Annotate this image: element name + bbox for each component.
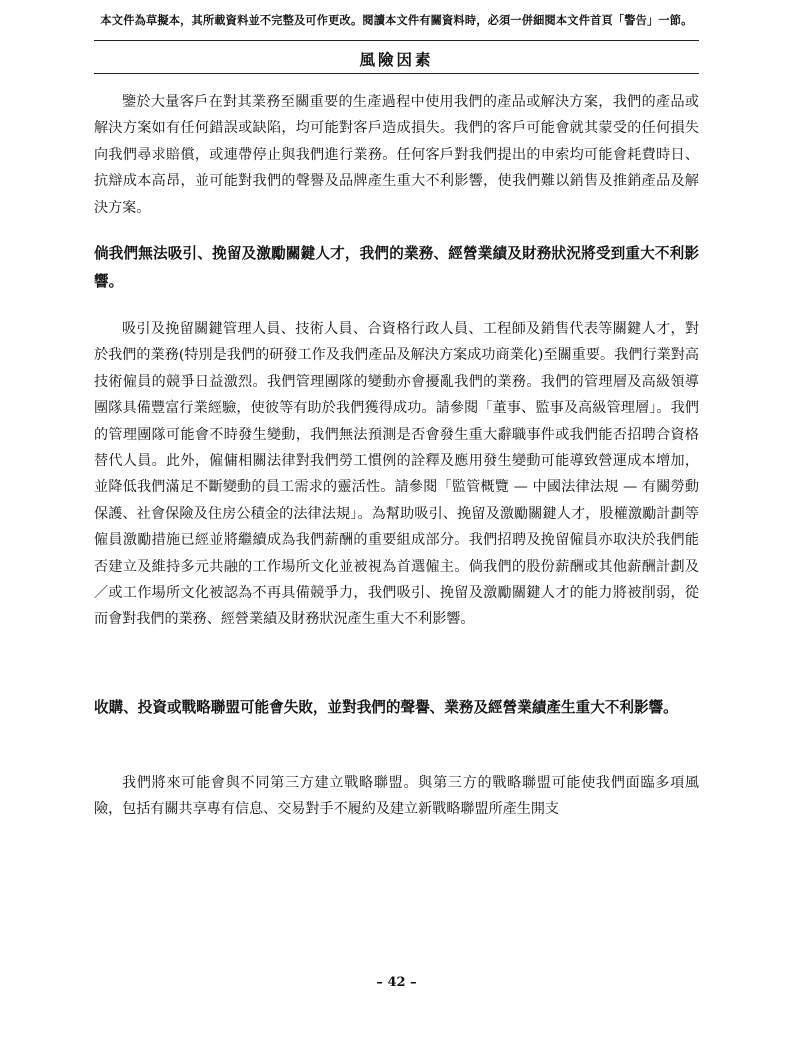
draft-notice: 本文件為草擬本，其所載資料並不完整及可作更改。閱讀本文件有關資料時，必須一併細閱本文件首頁「警告」一節。 (100, 13, 693, 27)
header-rule-bottom (94, 73, 699, 74)
risk-heading-1: 倘我們無法吸引、挽留及激勵關鍵人才，我們的業務、經營業績及財務狀況將受到重大不利影響。 (94, 245, 699, 290)
section-title: 風險因素 (359, 50, 434, 69)
body-paragraph-2: 吸引及挽留關鍵管理人員、技術人員、合資格行政人員、工程師及銷售代表等關鍵人才，對於我們的業務(特別是我們的研發工作及我們產品及解決方案成功商業化)至關重要。我們行業對高技術僱員的競爭日益激烈。我們管理團隊的變動亦會擾亂我們的業務。我們的管理層及高級領導團隊具備豐富行業經驗，使彼等有助於我們獲得成功。請參閱「董事、監事及高級管理層」。我們的管理團隊可能會不時發生變動，我們無法預測是否會發生重大辭職事件或我們能否招聘合資格替代人員。此外，僱傭相關法律對我們勞工慣例的詮釋及應用發生變動可能導致營運成本增加，並降低我們滿足不斷變動的員工需求的靈活性。請參閱「監管概覽 — 中國法律法規 — 有關勞動保護、社會保險及住房公積金的法律法規」。為幫助吸引、挽留及激勵關鍵人才，股權激勵計劃等僱員激勵措施已經並將繼續成為我們薪酬的重要組成部分。我們招聘及挽留僱員亦取決於我們能否建立及維持多元共融的工作場所文化並被視為首選僱主。倘我們的股份薪酬或其他薪酬計劃及／或工作場所文化被認為不再具備競爭力，我們吸引、挽留及激勵關鍵人才的能力將被削弱，從而會對我們的業務、經營業績及財務狀況產生重大不利影響。 (94, 321, 699, 628)
body-paragraph-1: 鑒於大量客戶在對其業務至關重要的生產過程中使用我們的產品或解決方案，我們的產品或解決方案如有任何錯誤或缺陷，均可能對客戶造成損失。我們的客戶可能會就其蒙受的任何損失向我們尋求賠償，或連帶停止與我們進行業務。任何客戶對我們提出的申索均可能會耗費時日、抗辯成本高昂，並可能對我們的聲譽及品牌產生重大不利影響，使我們難以銷售及推銷產品及解決方案。 (94, 94, 699, 216)
risk-heading-2: 收購、投資或戰略聯盟可能會失敗，並對我們的聲譽、業務及經營業績產生重大不利影響。 (94, 699, 678, 716)
header-rule-top (94, 40, 699, 41)
body-paragraph-3: 我們將來可能會與不同第三方建立戰略聯盟。與第三方的戰略聯盟可能使我們面臨多項風險，包括有關共享專有信息、交易對手不履約及建立新戰略聯盟所產生開支 (94, 775, 699, 818)
page-number: – 42 – (376, 975, 417, 990)
